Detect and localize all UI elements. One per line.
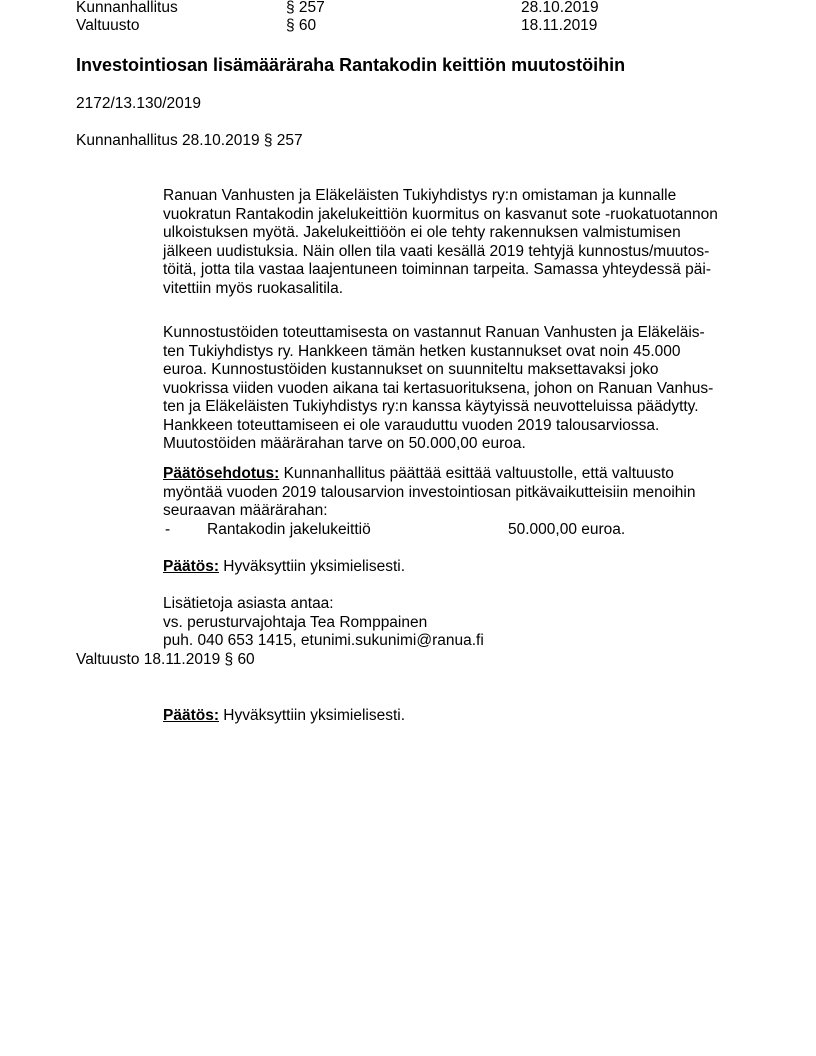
decision-text: Hyväksyttiin yksimielisesti. bbox=[219, 558, 406, 575]
header-section-2: § 60 bbox=[286, 17, 317, 34]
text-line: Kunnostustöiden toteuttamisesta on vastannut Ranuan Vanhusten ja Eläkeläis- bbox=[163, 324, 705, 341]
text-line: Ranuan Vanhusten ja Eläkeläisten Tukiyhdistys ry:n omistaman ja kunnalle bbox=[163, 187, 677, 204]
council-heading: Valtuusto 18.11.2019 § 60 bbox=[76, 651, 255, 668]
text-line: vs. perusturvajohtaja Tea Romppainen bbox=[163, 613, 428, 631]
paragraph-2 bbox=[163, 324, 713, 454]
text-line: ulkoistuksen myötä. Jakelukeittiöön ei ole tehty rakennuksen valmistumisen bbox=[163, 224, 681, 241]
paragraph-1 bbox=[163, 187, 718, 298]
reference-number: 2172/13.130/2019 bbox=[76, 95, 201, 112]
text-line: seuraavan määrärahan: bbox=[163, 502, 328, 519]
item-name: Rantakodin jakelukeittiö bbox=[207, 520, 371, 538]
document-title: Investointiosan lisämääräraha Rantakodin keittiön muutostöihin bbox=[76, 55, 626, 75]
contact-info bbox=[163, 595, 484, 651]
text-line: Lisätietoja asiasta antaa: bbox=[163, 595, 334, 612]
appropriation-item bbox=[163, 521, 696, 540]
text-line: vuokratun Rantakodin jakelukeittiön kuormitus on kasvanut sote -ruokatuotannon bbox=[163, 205, 718, 223]
decision-label: Päätös: bbox=[163, 558, 219, 575]
text-line: euroa. Kunnostustöiden kustannukset on suunniteltu maksettavaksi joko bbox=[163, 361, 659, 378]
text-line: Hankkeen toteuttamiseen ei ole varauduttu vuoden 2019 talousarviossa. bbox=[163, 416, 660, 434]
kh-heading: Kunnanhallitus 28.10.2019 § 257 bbox=[76, 132, 303, 149]
item-dash: - bbox=[165, 520, 171, 538]
decision-1 bbox=[163, 558, 405, 577]
decision-label: Päätös: bbox=[163, 707, 219, 724]
proposal-text: Kunnanhallitus päättää esittää valtuustolle, että valtuusto bbox=[279, 465, 674, 482]
text-line: vuokrissa viiden vuoden aikana tai kertasuorituksena, johon on Ranuan Vanhus- bbox=[163, 379, 714, 397]
text-line: puh. 040 653 1415, etunimi.sukunimi@ranua.fi bbox=[163, 632, 484, 649]
header-date-2: 18.11.2019 bbox=[521, 17, 598, 34]
header-body-2: Valtuusto bbox=[76, 17, 140, 34]
proposal-section bbox=[163, 465, 696, 539]
text-line: töitä, jotta tila vastaa laajentuneen toiminnan tarpeita. Samassa yhteydessä päi- bbox=[163, 261, 711, 278]
text-line: jälkeen uudistuksia. Näin ollen tila vaati kesällä 2019 tehtyjä kunnostus/muutos- bbox=[163, 242, 710, 260]
text-line: ten ja Eläkeläisten Tukiyhdistys ry:n kanssa käytyissä neuvotteluissa päädytty. bbox=[163, 398, 699, 415]
decision-text: Hyväksyttiin yksimielisesti. bbox=[219, 707, 406, 724]
decision-2 bbox=[163, 707, 405, 726]
header-section-1: § 257 bbox=[286, 0, 325, 16]
header-date-1: 28.10.2019 bbox=[521, 0, 599, 16]
proposal-label: Päätösehdotus: bbox=[163, 465, 280, 482]
text-line: ten Tukiyhdistys ry. Hankkeen tämän hetken kustannukset ovat noin 45.000 bbox=[163, 342, 681, 360]
text-line: vitettiin myös ruokasalitila. bbox=[163, 279, 344, 297]
header-body-1: Kunnanhallitus bbox=[76, 0, 178, 16]
text-line: myöntää vuoden 2019 talousarvion investointiosan pitkävaikutteisiin menoihin bbox=[163, 483, 696, 501]
text-line: Muutostöiden määrärahan tarve on 50.000,00 euroa. bbox=[163, 435, 526, 452]
item-amount: 50.000,00 euroa. bbox=[508, 520, 626, 538]
